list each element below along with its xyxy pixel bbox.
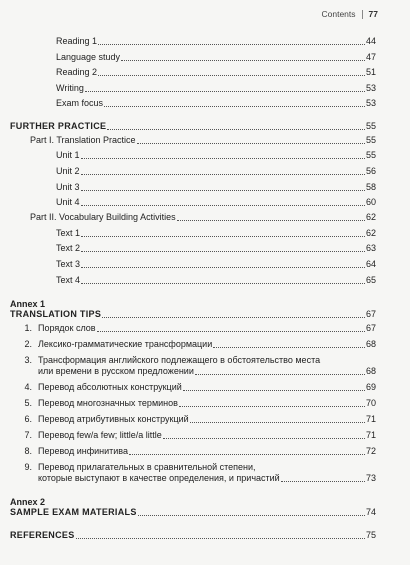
toc-entry[interactable]: Unit 3 58 — [56, 182, 376, 192]
toc-part-1[interactable]: Part I. Translation Practice 55 — [30, 135, 376, 145]
annex-1-label: Annex 1 — [10, 299, 46, 309]
toc-tip-item[interactable]: 6. Перевод атрибутивных конструкций 71 — [24, 414, 376, 424]
toc-tip-item[interactable]: 1. Порядок слов 67 — [24, 323, 376, 333]
toc-tip-item[interactable]: 4. Перевод абсолютных конструкций 69 — [24, 382, 376, 392]
toc-entry[interactable]: Writing 53 — [56, 83, 376, 93]
toc-part-2[interactable]: Part II. Vocabulary Building Activities 62 — [30, 212, 376, 222]
toc-entry[interactable]: Exam focus 53 — [56, 98, 376, 108]
toc-section-translation-tips[interactable]: TRANSLATION TIPS 67 — [10, 309, 376, 319]
annex-2-label: Annex 2 — [10, 497, 46, 507]
header-page-number: 77 — [368, 9, 378, 19]
toc-entry[interactable]: Language study 47 — [56, 52, 376, 62]
toc-tip-item-line1: 9. Перевод прилагательных в сравнительной степени, — [24, 462, 256, 472]
toc-tip-item[interactable]: 2. Лексико-грамматические трансформации 68 — [24, 339, 376, 349]
toc-entry[interactable]: Reading 2 51 — [56, 67, 376, 77]
toc-entry[interactable]: Reading 1 44 — [56, 36, 376, 46]
toc-section-sample-exam-materials[interactable]: SAMPLE EXAM MATERIALS 74 — [10, 507, 376, 517]
header-divider — [362, 10, 363, 19]
toc-entry[interactable]: Unit 4 60 — [56, 197, 376, 207]
toc-entry[interactable]: Unit 1 55 — [56, 150, 376, 160]
header-section: Contents — [321, 9, 356, 19]
page-header — [322, 9, 379, 19]
toc-tip-item[interactable]: 7. Перевод few/a few; little/a little 71 — [24, 430, 376, 440]
toc-section-references[interactable]: REFERENCES 75 — [10, 530, 376, 540]
toc-tip-item[interactable]: 5. Перевод многозначных терминов 70 — [24, 398, 376, 408]
toc-entry[interactable]: Text 3 64 — [56, 259, 376, 269]
toc-tip-item[interactable]: которые выступают в качестве определения, и причастий 73 — [38, 473, 376, 483]
toc-entry[interactable]: Text 1 62 — [56, 228, 376, 238]
toc-tip-item[interactable]: или времени в русском предложении 68 — [38, 366, 376, 376]
toc-section-further-practice[interactable]: FURTHER PRACTICE 55 — [10, 121, 376, 131]
toc-entry[interactable]: Text 2 63 — [56, 243, 376, 253]
toc-entry[interactable]: Text 4 65 — [56, 275, 376, 285]
toc-entry[interactable]: Unit 2 56 — [56, 166, 376, 176]
toc-tip-item[interactable]: 8. Перевод инфинитива 72 — [24, 446, 376, 456]
toc-tip-item-line1: 3. Трансформация английского подлежащего в обстоятельство места — [24, 355, 321, 365]
